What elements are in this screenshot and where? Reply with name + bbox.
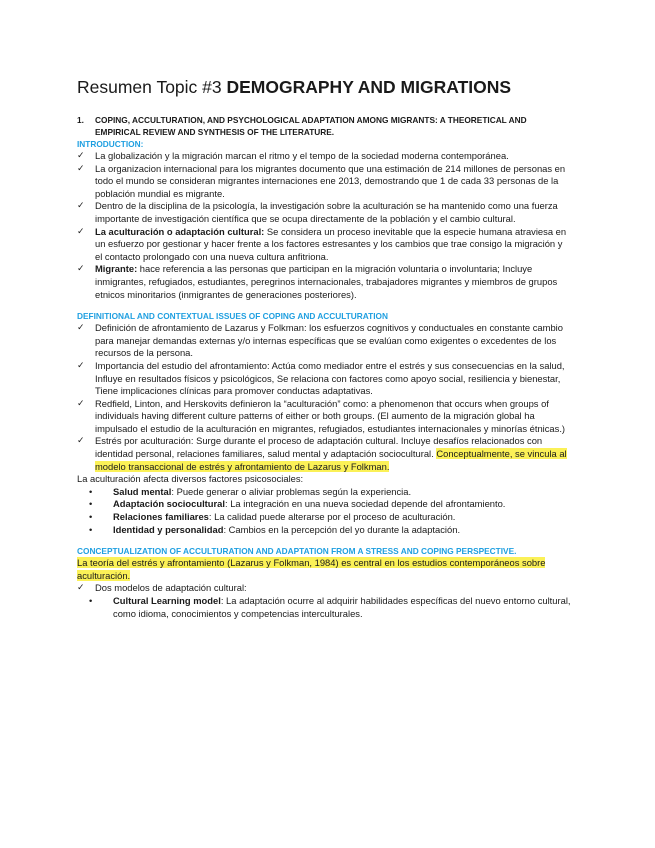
checkmark-icon: ✓ — [77, 151, 85, 161]
list-item: ✓ Dentro de la disciplina de la psicología, la investigación sobre la aculturación se ha mantenido como una fuerza importante de investigación científica que se ocupa directamente de la población y el cambio cultural. — [77, 200, 558, 224]
highlighted-paragraph: La teoría del estrés y afrontamiento (Lazarus y Folkman, 1984) es central en los estudios contemporáneos sobre aculturación. — [77, 557, 546, 581]
checkmark-icon: ✓ — [77, 360, 85, 371]
checkmark-icon: ✓ — [77, 264, 85, 275]
list-item: ✓ Redfield, Linton, and Herskovits definieron la “aculturación” como: a phenomenon that occurs when groups of individuals having different culture patterns of either or both groups. (El aumento de la migración global ha impulsado el estudio de la aculturación en migrantes, refugiados, estudiantes internacionales y minorías étnicas.) — [77, 397, 566, 434]
page-title — [77, 76, 572, 98]
bullet-icon: • — [89, 511, 93, 523]
highlighted-text: Conceptualmente, se vincula al modelo transaccional de estrés y afrontamiento de Lazarus y Folkman. — [95, 448, 567, 472]
checkmark-icon: ✓ — [77, 163, 85, 174]
list-item: • Salud mental: Puede generar o aliviar problemas según la experiencia. — [89, 485, 412, 497]
section-heading-conceptualization: CONCEPTUALIZATION OF ACCULTURATION AND ADAPTATION FROM A STRESS AND COPING PERSPECTIVE. — [77, 546, 517, 557]
numbered-item-1 — [77, 114, 572, 138]
list-item: ✓ Dos modelos de adaptación cultural: — [77, 582, 247, 594]
checkmark-icon: ✓ — [77, 436, 85, 447]
list-item: ✓ Migrante: hace referencia a las personas que participan en la migración voluntaria o involuntaria; Incluye inmigrantes, refugiados, estudiantes, peregrinos internacionales, trabajadores migrantes y miembros de grupos etnicos minoritarios (inmigrantes de generaciones posteriores). — [77, 263, 558, 300]
list-item: • Cultural Learning model: La adaptación ocurre al adquirir habilidades específicas del nuevo entorno cultural, como idioma, conocimientos y competencias interculturales. — [89, 595, 571, 619]
list-item: • Adaptación sociocultural: La integración en una nueva sociedad depende del afrontamiento. — [89, 498, 506, 510]
item-number: 1. — [77, 115, 84, 125]
list-item: ✓ La organizacion internacional para los migrantes documento que una estimación de 214 millones de personas en todo el mundo se consideran migrantes internaciones ene 2013, demostrando que 1 de cada 33 personas de la población mundial es migrante. — [77, 162, 566, 199]
list-item: • Relaciones familiares: La calidad puede alterarse por el proceso de aculturación. — [89, 511, 456, 523]
section-heading-introduction: INTRODUCTION: — [77, 139, 144, 149]
list-item: ✓ Estrés por aculturación: Surge durante el proceso de adaptación cultural. Incluye desafíos relacionados con identidad personal, relaciones familiares, salud mental y adaptación sociocultural. Conceptualmente, se vincula al modelo transaccional de estrés y afrontamiento de Lazarus y Folkman. — [77, 435, 567, 472]
title-bold: DEMOGRAPHY AND MIGRATIONS — [226, 77, 512, 97]
checkmark-icon: ✓ — [77, 583, 85, 594]
bullet-icon: • — [89, 595, 93, 606]
checkmark-icon: ✓ — [77, 398, 85, 409]
title-prefix: Resumen Topic #3 — [77, 77, 227, 97]
section-heading-definitional: DEFINITIONAL AND CONTEXTUAL ISSUES OF COPING AND ACCULTURATION — [77, 311, 388, 322]
document-page — [77, 76, 572, 620]
list-item: ✓ Definición de afrontamiento de Lazarus y Folkman: los esfuerzos cognitivos y conductuales en constante cambio para manejar demandas externas y/o internas específicas que se evalúan como exigentes o excedentes de los recursos de la persona. — [77, 322, 563, 359]
list-item: ✓ Importancia del estudio del afrontamiento: Actúa como mediador entre el estrés y sus consecuencias en la salud, Influye en resultados físicos y psicológicos, Se relaciona con factores como apoyo social, resiliencia y bienestar, Tiene implicaciones clínicas para promover conductas adaptativas. — [77, 359, 565, 397]
checkmark-icon: ✓ — [77, 226, 85, 237]
bullet-icon: • — [89, 523, 93, 535]
bullet-icon: • — [89, 498, 93, 510]
bullet-icon: • — [89, 485, 93, 497]
checkmark-icon: ✓ — [77, 201, 85, 212]
paragraph: La aculturación afecta diversos factores psicosociales: — [77, 473, 304, 485]
checkmark-icon: ✓ — [77, 323, 85, 334]
list-item: ✓ La globalización y la migración marcan el ritmo y el tempo de la sociedad moderna contemporánea. — [77, 150, 509, 161]
list-item: ✓ La aculturación o adaptación cultural: Se considera un proceso inevitable que la especie humana atraviesa en un esfuerzo por gestionar y hacer frente a los factores estresantes y los cambios que trae consigo la migración y el contacto prolongado con una nueva cultura anfitriona. — [77, 225, 567, 262]
item-text: COPING, ACCULTURATION, AND PSYCHOLOGICAL ADAPTATION AMONG MIGRANTS: A THEORETICAL AND EMPIRICAL REVIEW AND SYNTHESIS OF THE LITERATURE. — [95, 115, 527, 137]
list-item: • Identidad y personalidad: Cambios en la percepción del yo durante la adaptación. — [89, 523, 461, 535]
